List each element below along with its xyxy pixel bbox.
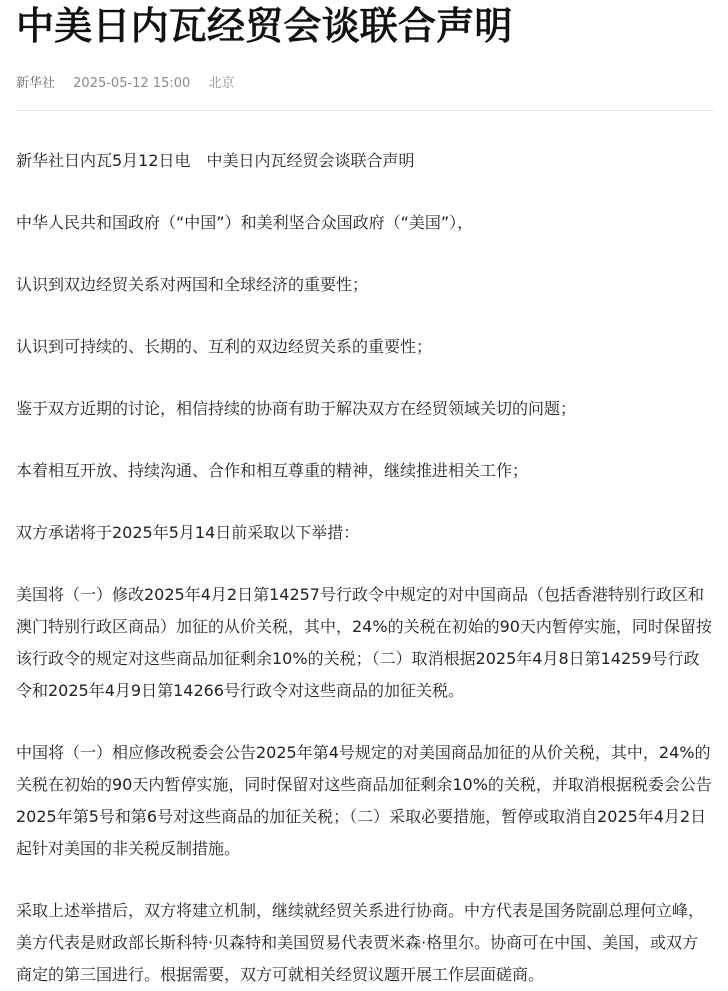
article-location: 北京 xyxy=(208,76,235,91)
meta-divider xyxy=(16,110,714,111)
paragraph-recognition-2: 认识到可持续的、长期的、互利的双边经贸关系的重要性； xyxy=(16,337,433,356)
paragraph-china-measures: 中国将（一）相应修改税委会公告2025年第4号规定的对美国商品加征的从价关税，其中，24%的关税在初始的90天内暂停实施，同时保留对这些商品加征剩余10%的关税，并取消根据税委会公告2025年第5号和第6号对这些商品的加征关税；（二）采取必要措施，暂停或取消自2025年4月2日起针对美国的非关税反制措施。 xyxy=(16,743,712,858)
article-body xyxy=(16,145,714,991)
paragraph-us-measures: 美国将（一）修改2025年4月2日第14257号行政令中规定的对中国商品（包括香港特别行政区和澳门特别行政区商品）加征的从价关税，其中，24%的关税在初始的90天内暂停实施，同时保留按该行政令的规定对这些商品加征剩余10%的关税；（二）取消根据2025年4月8日第14259号行政令和2025年4月9日第14266号行政令对这些商品的加征关税。 xyxy=(16,585,712,700)
paragraph-recognition-1: 认识到双边经贸关系对两国和全球经济的重要性； xyxy=(16,275,369,294)
paragraph-spirit: 本着相互开放、持续沟通、合作和相互尊重的精神，继续推进相关工作； xyxy=(16,461,529,480)
article-meta xyxy=(16,74,714,94)
paragraph-considering: 鉴于双方近期的讨论，相信持续的协商有助于解决双方在经贸领域关切的问题； xyxy=(16,399,577,418)
article-source: 新华社 xyxy=(16,76,56,91)
article-title: 中美日内瓦经贸会谈联合声明 xyxy=(16,4,513,48)
paragraph-parties: 中华人民共和国政府（“中国”）和美利坚合众国政府（“美国”）， xyxy=(16,213,474,232)
paragraph-dateline: 新华社日内瓦5月12日电 中美日内瓦经贸会谈联合声明 xyxy=(16,151,415,170)
article-datetime: 2025-05-12 15:00 xyxy=(73,76,191,91)
paragraph-commitment: 双方承诺将于2025年5月14日前采取以下举措： xyxy=(16,523,360,542)
paragraph-mechanism: 采取上述举措后，双方将建立机制，继续就经贸关系进行协商。中方代表是国务院副总理何立峰，美方代表是财政部长斯科特·贝森特和美国贸易代表贾米森·格里尔。协商可在中国、美国，或双方商定的第三国进行。根据需要，双方可就相关经贸议题开展工作层面磋商。 xyxy=(16,901,705,984)
